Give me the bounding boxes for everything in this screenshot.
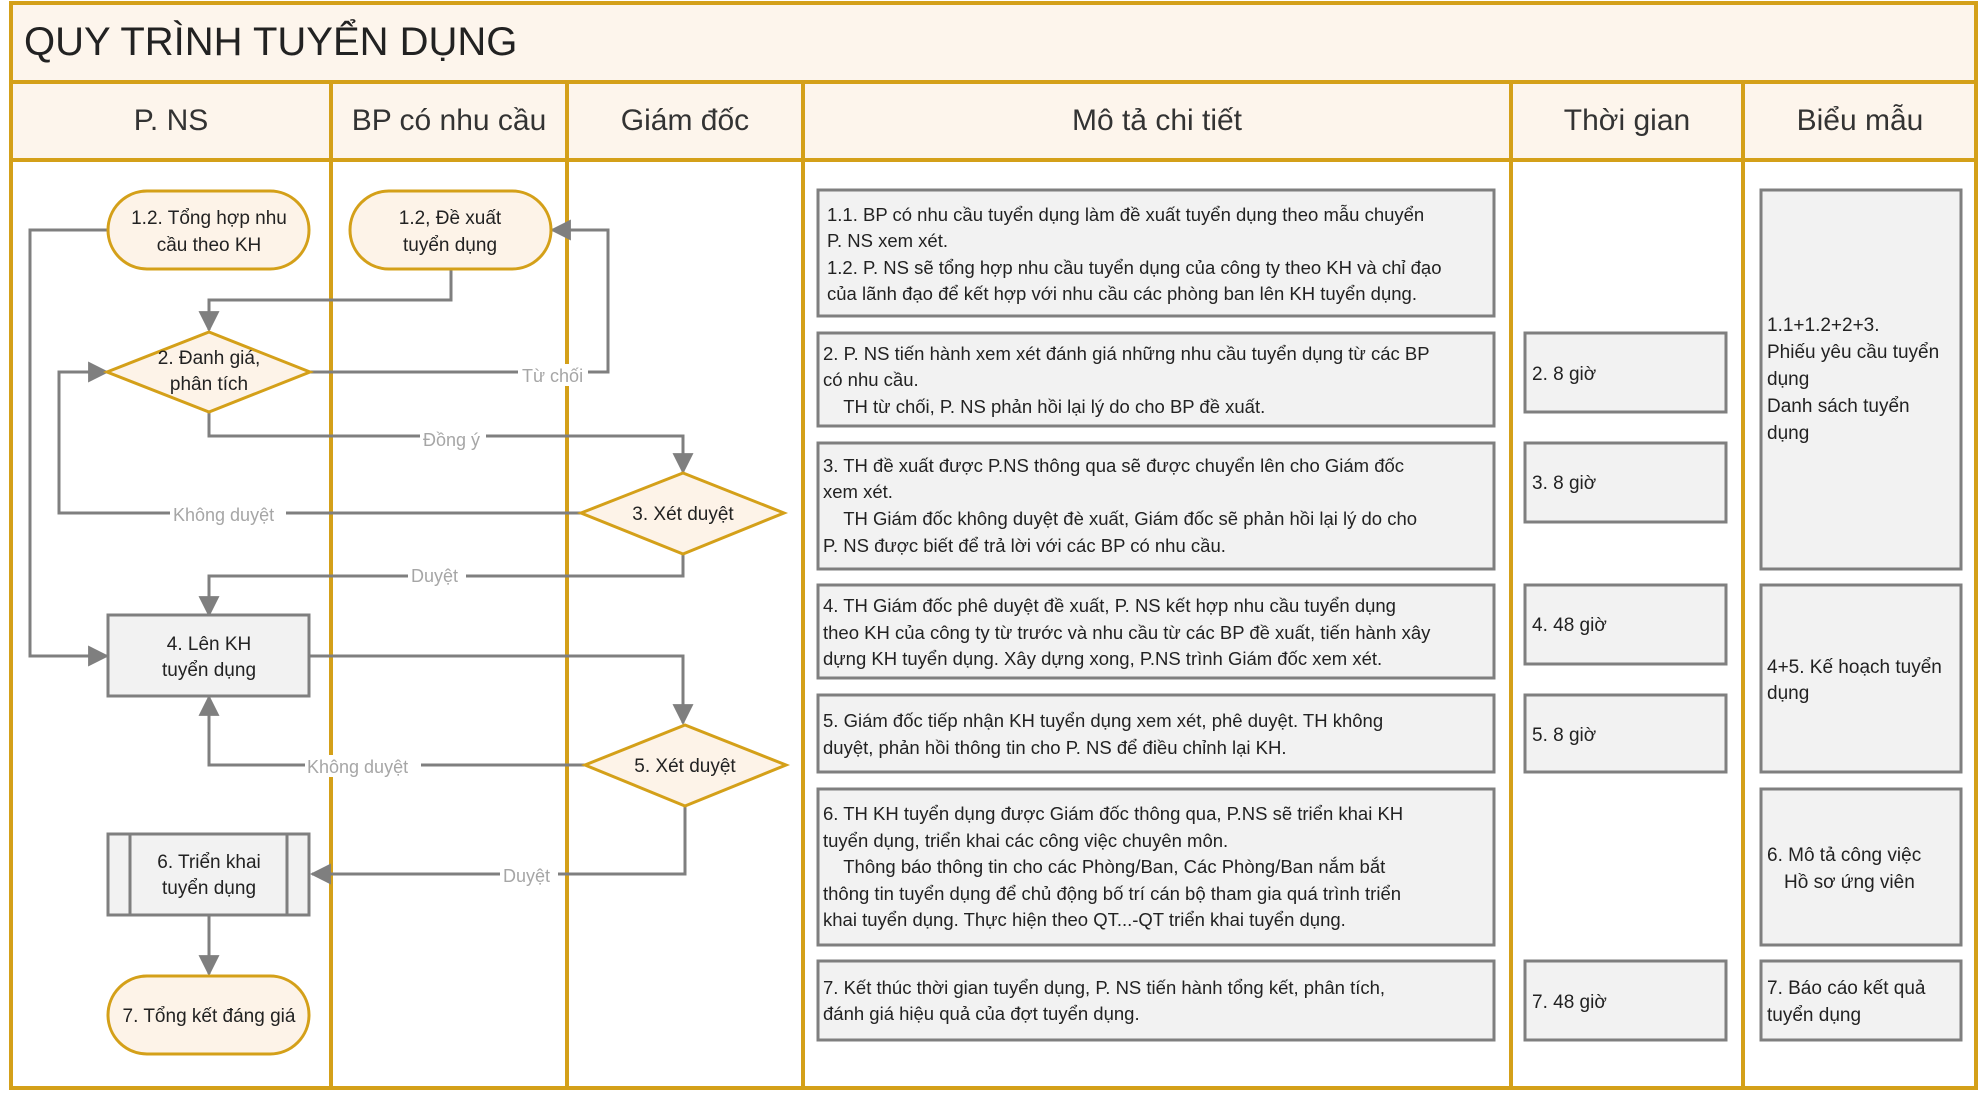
- col-header-giam-doc: Giám đốc: [620, 104, 750, 137]
- col-header-thoi-gian: Thời gian: [1563, 104, 1691, 137]
- node-danh-gia-line1: 2. Đanh giá,: [157, 348, 261, 369]
- node-xet-duyet-5-label: 5. Xét duyệt: [634, 756, 736, 777]
- form-1-line-5: dụng: [1767, 423, 1810, 444]
- node-trien-khai: [108, 834, 309, 915]
- form-4-line-1: 7. Báo cáo kết quả: [1767, 978, 1926, 999]
- form-4: [1761, 961, 1961, 1040]
- desc-3-line-1: 3. TH đề xuất được P.NS thông qua sẽ được chuyển lên cho Giám đốc: [823, 455, 1405, 476]
- col-header-p-ns: P. NS: [133, 104, 209, 137]
- label-tu-choi: Từ chối: [522, 366, 584, 386]
- desc-5-line-2: duyệt, phản hồi thông tin cho P. NS để điều chỉnh lại KH.: [823, 737, 1287, 758]
- form-2-line-1: 4+5. Kế hoạch tuyển: [1767, 657, 1942, 678]
- desc-6-line-1: 6. TH KH tuyển dụng được Giám đốc thông qua, P.NS sẽ triển khai KH: [823, 803, 1404, 824]
- node-trien-khai-line2: tuyển dụng: [161, 878, 257, 899]
- form-1-line-4: Danh sách tuyển: [1767, 396, 1910, 417]
- time-4: [1525, 585, 1726, 664]
- label-duyet-5: Duyệt: [503, 866, 551, 886]
- time-7-label: 7. 48 giờ: [1532, 992, 1607, 1013]
- time-7: [1525, 961, 1726, 1040]
- time-5: [1525, 695, 1726, 772]
- description-boxes: [818, 190, 1494, 1040]
- desc-6-line-2: tuyển dụng, triển khai các công việc chuyên môn.: [823, 830, 1229, 851]
- description-7: [818, 961, 1494, 1040]
- label-duyet-3: Duyệt: [411, 566, 459, 586]
- desc-1-line-4: của lãnh đạo để kết hợp với nhu cầu các phòng ban lên KH tuyển dụng.: [827, 283, 1417, 304]
- form-3-line-2: Hồ sơ ứng viên: [1784, 872, 1915, 893]
- description-1: [818, 190, 1494, 316]
- node-len-kh-line1: 4. Lên KH: [166, 634, 252, 655]
- col-header-bp: BP có nhu cầu: [351, 104, 547, 137]
- form-1-line-3: dụng: [1767, 369, 1810, 390]
- desc-1-line-1: 1.1. BP có nhu cầu tuyển dụng làm đề xuất tuyển dụng theo mẫu chuyển: [827, 204, 1425, 225]
- label-dong-y: Đồng ý: [423, 430, 481, 450]
- node-tong-ket-label: 7. Tổng kết đáng giá: [122, 1006, 296, 1027]
- time-3: [1525, 443, 1726, 522]
- desc-5-line-1: 5. Giám đốc tiếp nhận KH tuyển dụng xem xét, phê duyệt. TH không: [823, 710, 1384, 731]
- col-header-bieu-mau: Biểu mẫu: [1796, 104, 1924, 137]
- form-3: [1761, 789, 1961, 945]
- form-1-line-1: 1.1+1.2+2+3.: [1767, 315, 1880, 336]
- desc-3-line-3: TH Giám đốc không duyệt đè xuất, Giám đốc sẽ phản hồi lại lý do cho: [823, 508, 1418, 529]
- form-2: [1761, 585, 1961, 772]
- desc-6-line-4: thông tin tuyển dụng để chủ động bố trí cán bộ tham gia quá trình triển: [823, 883, 1402, 904]
- time-5-label: 5. 8 giờ: [1532, 725, 1597, 746]
- node-len-kh: [108, 615, 309, 696]
- page-title: QUY TRÌNH TUYỂN DỤNG: [24, 20, 518, 64]
- desc-6-line-5: khai tuyển dụng. Thực hiện theo QT...-QT triển khai tuyển dụng.: [823, 909, 1346, 930]
- node-len-kh-line2: tuyển dụng: [161, 660, 257, 681]
- description-6: [818, 789, 1494, 945]
- time-2-label: 2. 8 giờ: [1532, 364, 1597, 385]
- node-trien-khai-line1: 6. Triển khai: [157, 852, 261, 873]
- desc-7-line-1: 7. Kết thúc thời gian tuyển dụng, P. NS tiến hành tổng kết, phân tích,: [823, 977, 1386, 998]
- node-de-xuat-line2: tuyển dụng: [402, 235, 498, 256]
- form-1-line-2: Phiếu yêu cầu tuyển: [1767, 342, 1940, 363]
- description-3: [818, 443, 1494, 569]
- desc-4-line-1: 4. TH Giám đốc phê duyệt đề xuất, P. NS kết hợp nhu cầu tuyển dụng: [823, 595, 1396, 616]
- description-4: [818, 585, 1494, 678]
- form-boxes: [1761, 190, 1961, 1040]
- desc-2-line-2: có nhu cầu.: [823, 369, 919, 390]
- time-3-label: 3. 8 giờ: [1532, 473, 1597, 494]
- description-2: [818, 333, 1494, 426]
- description-5: [818, 695, 1494, 772]
- desc-3-line-4: P. NS được biết để trả lời với các BP có nhu cầu.: [823, 535, 1226, 556]
- desc-1-line-2: P. NS xem xét.: [827, 230, 948, 251]
- node-xet-duyet-3-label: 3. Xét duyệt: [632, 504, 734, 525]
- form-2-line-2: dụng: [1767, 683, 1810, 704]
- node-tong-hop-line1: 1.2. Tổng hợp nhu: [131, 208, 287, 229]
- desc-4-line-2: theo KH của công ty từ trước và nhu cầu từ các BP đề xuất, tiến hành xây: [823, 622, 1431, 643]
- label-khong-duyet-3: Không duyệt: [173, 505, 275, 525]
- time-4-label: 4. 48 giờ: [1532, 615, 1607, 636]
- node-de-xuat-line1: 1.2, Đề xuất: [398, 208, 502, 229]
- node-tong-hop: [108, 191, 309, 269]
- form-1: [1761, 190, 1961, 569]
- node-tong-ket: [108, 976, 309, 1054]
- desc-7-line-2: đánh giá hiệu quả của đợt tuyển dụng.: [823, 1003, 1140, 1024]
- desc-1-line-3: 1.2. P. NS sẽ tổng hợp nhu cầu tuyển dụng của công ty theo KH và chỉ đạo: [827, 257, 1442, 278]
- desc-2-line-3: TH từ chối, P. NS phản hồi lại lý do cho BP đề xuất.: [823, 396, 1266, 417]
- form-3-line-1: 6. Mô tả công việc: [1767, 845, 1922, 866]
- form-4-line-2: tuyển dụng: [1767, 1005, 1862, 1026]
- col-header-mo-ta: Mô tả chi tiết: [1071, 104, 1243, 137]
- node-danh-gia-line2: phân tích: [169, 374, 249, 395]
- desc-4-line-3: dựng KH tuyển dụng. Xây dựng xong, P.NS trình Giám đốc xem xét.: [823, 648, 1383, 669]
- node-tong-hop-line2: cầu theo KH: [156, 235, 262, 256]
- desc-6-line-3: Thông báo thông tin cho các Phòng/Ban, Các Phòng/Ban nắm bắt: [823, 856, 1386, 877]
- time-2: [1525, 333, 1726, 412]
- desc-3-line-2: xem xét.: [823, 481, 893, 502]
- node-de-xuat: [350, 191, 551, 269]
- label-khong-duyet-5: Không duyệt: [307, 757, 409, 777]
- desc-2-line-1: 2. P. NS tiến hành xem xét đánh giá những nhu cầu tuyển dụng từ các BP: [823, 343, 1430, 364]
